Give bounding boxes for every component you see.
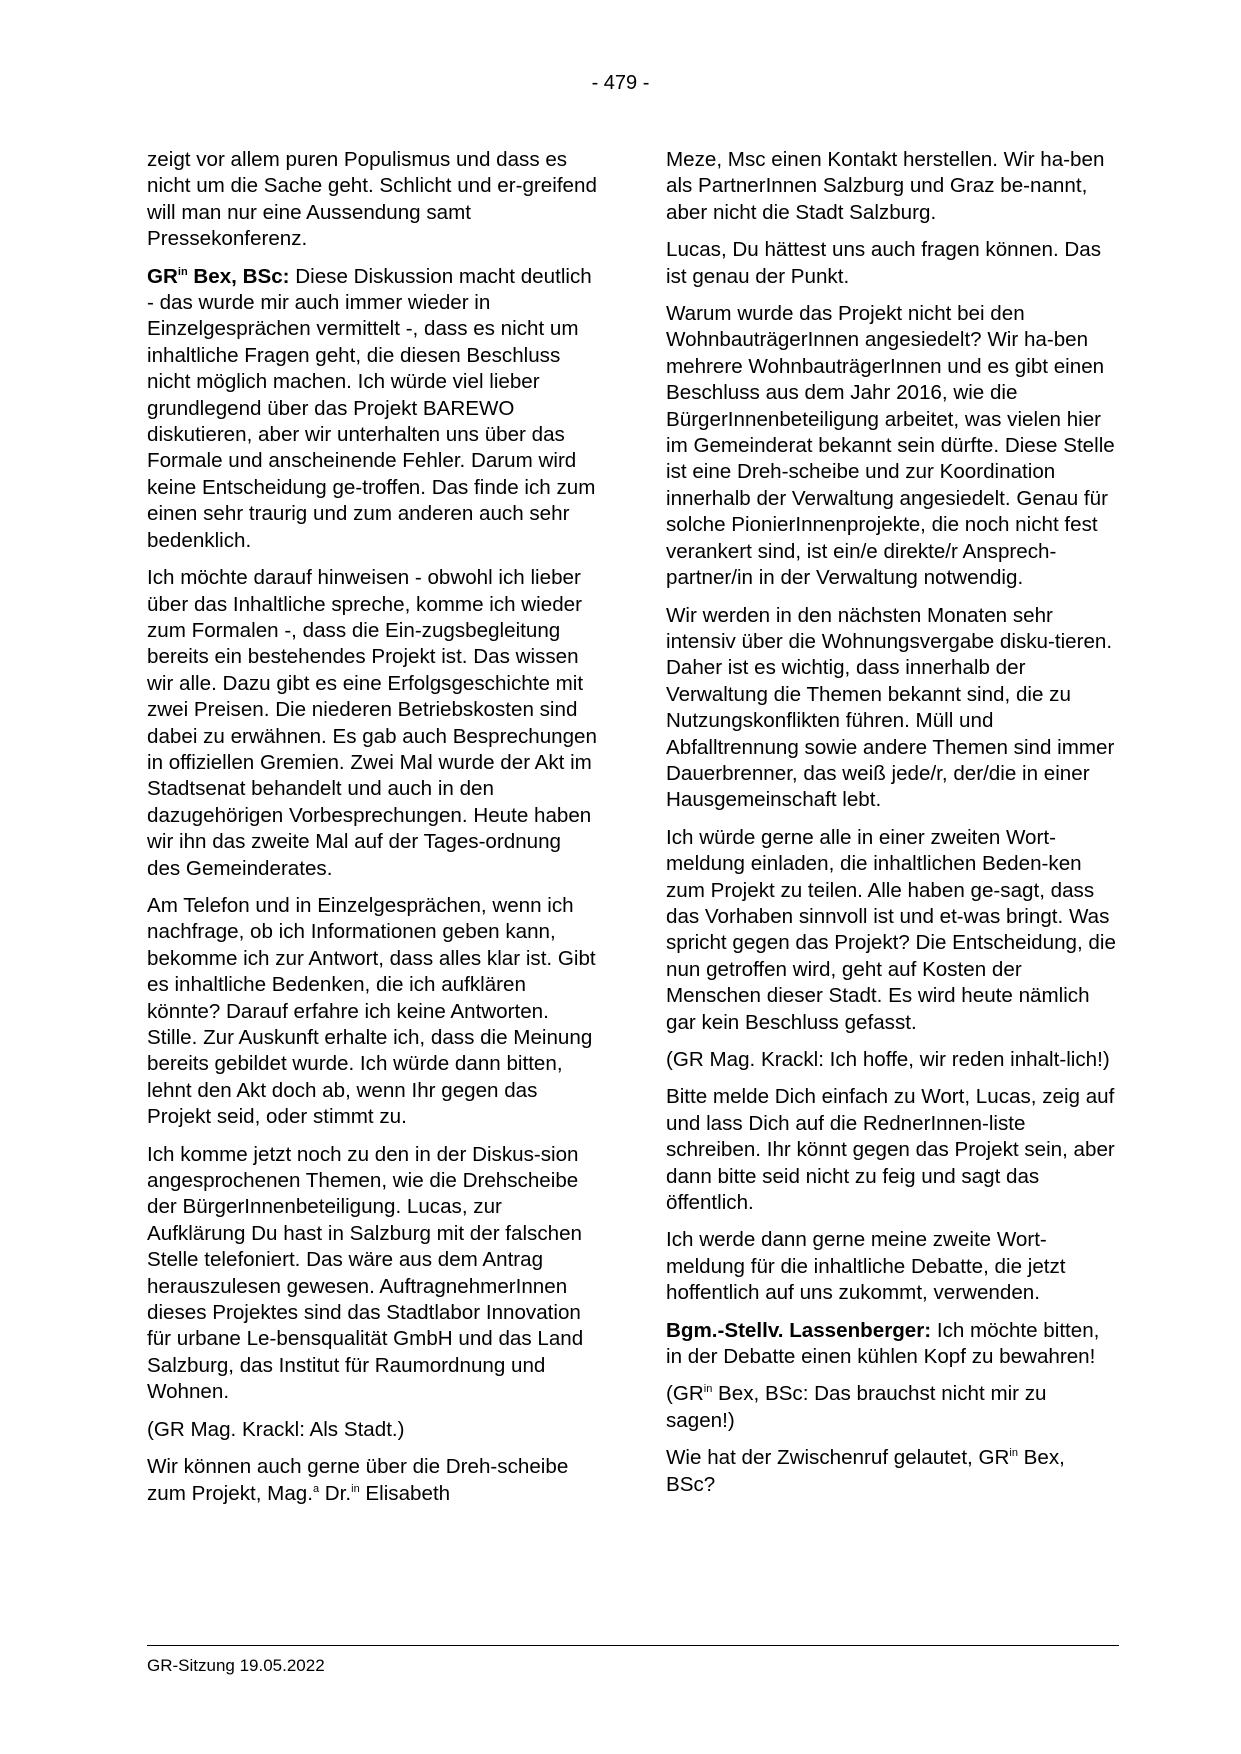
paragraph: zeigt vor allem puren Populismus und dass es nicht um die Sache geht. Schlicht und er-greifend will man nur eine Aussendung samt Pressekonferenz. xyxy=(147,148,597,251)
paragraph: Lucas, Du hättest uns auch fragen können. Das ist genau der Punkt. xyxy=(666,238,1102,288)
right-column xyxy=(666,147,1119,1509)
footer-session: GR-Sitzung 19.05.2022 xyxy=(147,1656,325,1675)
paragraph: Meze, Msc einen Kontakt herstellen. Wir ha-ben als PartnerInnen Salzburg und Graz be-nannt, aber nicht die Stadt Salzburg. xyxy=(666,148,1105,224)
interjection: (GR Mag. Krackl: Ich hoffe, wir reden inhalt-lich!) xyxy=(666,1048,1110,1071)
speaker-name: Bgm.-Stellv. Lassenberger: xyxy=(666,1318,932,1342)
speech-text: Ich möchte bitten, in der Debatte einen kühlen Kopf zu bewahren! xyxy=(666,1318,1100,1369)
speaker-name: $GR^{in}$ Bex, BSc: xyxy=(147,264,290,288)
paragraph: Wir werden in den nächsten Monaten sehr intensiv über die Wohnungsvergabe disku-tieren. Daher ist es wichtig, dass innerhalb der Verwaltung die Themen bekannt sind, die zu Nutzungskonflikten führen. Müll und Abfalltrennung sowie andere Themen sind immer Dauerbrenner, das weiß jede/r, der/die in einer Hausgemeinschaft lebt. xyxy=(666,603,1115,812)
paragraph: Warum wurde das Projekt nicht bei den WohnbauträgerInnen angesiedelt? Wir ha-ben mehrere WohnbauträgerInnen und es gibt einen Beschluss aus dem Jahr 2016, wie die BürgerInnenbeteiligung arbeitet, was vielen hier im Gemeinderat bekannt sein dürfte. Diese Stelle ist eine Dreh-scheibe und zur Koordination innerhalb der Verwaltung angesiedelt. Genau für solche PionierInnenprojekte, die noch nicht fest verankert sind, ist ein/e direkte/r Ansprech-partner/in in der Verwaltung notwendig. xyxy=(666,302,1115,590)
paragraph: Ich komme jetzt noch zu den in der Diskus-sion angesprochenen Themen, wie die Drehscheibe der BürgerInnenbeteiligung. Lucas, zur Aufklärung Du hast in Salzburg mit der falschen Stelle telefoniert. Das wäre aus dem Antrag herauszulesen gewesen. AuftragnehmerInnen dieses Projektes sind das Stadtlabor Innovation für urbane Le-bensqualität GmbH und das Land Salzburg, das Institut für Raumordnung und Wohnen. xyxy=(147,1142,584,1404)
paragraph: Am Telefon und in Einzelgesprächen, wenn ich nachfrage, ob ich Informationen geben kann, bekomme ich zur Antwort, dass alles klar ist. Gibt es inhaltliche Bedenken, die ich aufklären könnte? Darauf erfahre ich keine Antworten. Stille. Zur Auskunft erhalte ich, dass die Meinung bereits gebildet wurde. Ich würde dann bitten, lehnt den Akt doch ab, wenn Ihr gegen das Projekt seid, oder stimmt zu. xyxy=(147,893,596,1129)
speech-text: Diese Diskussion macht deutlich - das wurde mir auch immer wieder in Einzelgesprächen vermittelt -, dass es nicht um inhaltliche Fragen geht, die diesen Beschluss nicht möglich machen. Ich würde viel lieber grundlegend über das Projekt BAREWO diskutieren, aber wir unterhalten uns über das Formale und anscheinende Fehler. Darum wird keine Entscheidung ge-troffen. Das finde ich zum einen sehr traurig und zum anderen auch sehr bedenklich. xyxy=(147,264,596,552)
paragraph: Bitte melde Dich einfach zu Wort, Lucas, zeig auf und lass Dich auf die RednerInnen-liste schreiben. Ihr könnt gegen das Projekt sein, aber dann bitte seid nicht zu feig und sagt das öffentlich. xyxy=(666,1085,1115,1215)
speech-bex xyxy=(147,264,597,554)
left-column xyxy=(147,147,597,1518)
paragraph: Ich werde dann gerne meine zweite Wort-meldung für die inhaltliche Debatte, die jetzt hoffentlich auf uns zukommt, verwenden. xyxy=(666,1228,1066,1305)
speech-lassenberger xyxy=(666,1318,1119,1371)
footer-divider xyxy=(147,1645,1119,1646)
paragraph: Wie hat der Zwischenruf gelautet, $GR^{in}$ Bex, BSc? xyxy=(666,1446,1065,1496)
paragraph: Ich würde gerne alle in einer zweiten Wort-meldung einladen, die inhaltlichen Beden-ken zum Projekt zu teilen. Alle haben ge-sagt, dass das Vorhaben sinnvoll ist und et-was bringt. Was spricht gegen das Projekt? Die Entscheidung, die nun getroffen wird, geht auf Kosten der Menschen dieser Stadt. Es wird heute nämlich gar kein Beschluss gefasst. xyxy=(666,825,1116,1034)
page-number: - 479 - xyxy=(591,72,650,94)
interjection: ($GR^{in}$ Bex, BSc: Das brauchst nicht mir zu sagen!) xyxy=(666,1382,1047,1432)
paragraph: Wir können auch gerne über die Dreh-scheibe zum Projekt, Mag.$^a$ Dr.$^{in}$ Elisabeth xyxy=(147,1455,569,1505)
paragraph: Ich möchte darauf hinweisen - obwohl ich lieber über das Inhaltliche spreche, komme ich wieder zum Formalen -, dass die Ein-zugsbegleitung bereits ein bestehendes Projekt ist. Das wissen wir alle. Dazu gibt es eine Erfolgsgeschichte mit zwei Preisen. Die niederen Betriebskosten sind dabei zu erwähnen. Es gab auch Besprechungen in offiziellen Gremien. Zwei Mal wurde der Akt im Stadtsenat behandelt und auch in den dazugehörigen Vorbesprechungen. Heute haben wir ihn das zweite Mal auf der Tages-ordnung des Gemeinderates. xyxy=(147,566,597,880)
interjection: (GR Mag. Krackl: Als Stadt.) xyxy=(147,1417,405,1441)
